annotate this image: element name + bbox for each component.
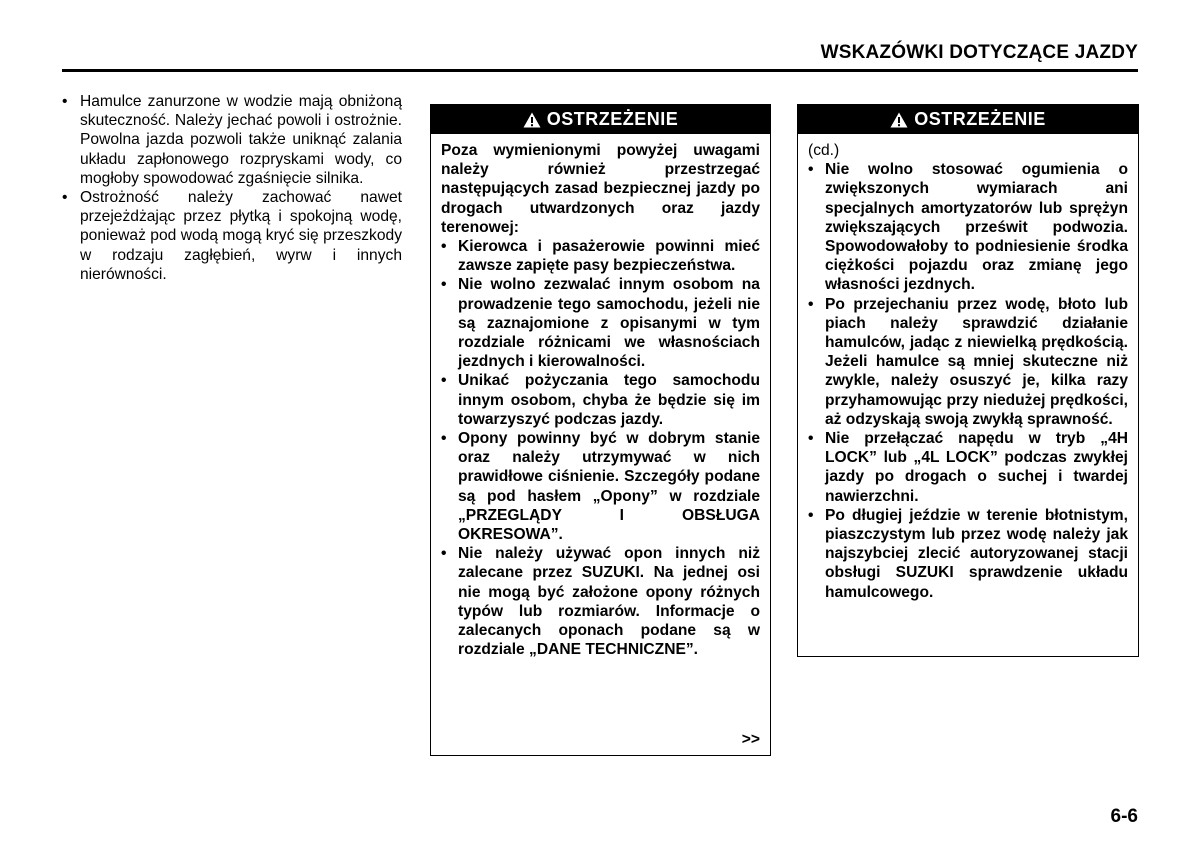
warning-body xyxy=(808,141,1128,602)
list-item: • Nie należy używać opon innych niż zalecane przez SUZUKI. Na jednej osi nie mogą być założone opony różnych typów lub rozmiarów. Informacje o zalecanych oponach podane są w rozdziale „DANE TECHNICZNE”. xyxy=(441,544,760,659)
warning-bullet-list xyxy=(441,237,760,659)
page-number: 6-6 xyxy=(1110,806,1138,827)
list-item: • Po długiej jeździe w terenie błotnistym, piaszczystym lub przez wodę należy jak najszybciej zlecić autoryzowanej stacji obsługi SUZUKI sprawdzenie układu hamulcowego. xyxy=(808,506,1128,602)
warning-header xyxy=(798,105,1138,134)
list-item: • Nie wolno zezwalać innym osobom na prowadzenie tego samochodu, jeżeli nie są zaznajomione z opisanymi w tym rozdziale różnicami we własnościach jezdnych i kierowalności. xyxy=(441,275,760,371)
warning-title: OSTRZEŻENIE xyxy=(546,109,679,129)
list-item: • Nie przełączać napędu w tryb „4H LOCK” lub „4L LOCK” podczas zwykłej jazdy po drogach o suchej i twardej nawierzchni. xyxy=(808,429,1128,506)
list-item: • Opony powinny być w dobrym stanie oraz należy utrzymywać w nich prawidłowe ciśnienie. Szczegóły podane są pod hasłem „Opony” w rozdziale „PRZEGLĄDY I OBSŁUGA OKRESOWA”. xyxy=(441,429,760,544)
continued-marker: >> xyxy=(741,731,760,748)
warning-header xyxy=(431,105,770,134)
list-item: • Hamulce zanurzone w wodzie mają obniżoną skuteczność. Należy jechać powoli i ostrożnie. Powolna jazda pozwoli także uniknąć zalania układu zapłonowego rozpryskami wody, co mogłoby spowodować zgaśnięcie silnika. xyxy=(62,92,402,188)
list-item: • Nie wolno stosować ogumienia o zwiększonych wymiarach ani specjalnych amortyzatorów lub sprężyn zwiększających prześwit podwozia. Spowodowałoby to podniesienie środka ciężkości pojazdu oraz zmianę jego własności jezdnych. xyxy=(808,160,1128,294)
page-header-title: WSKAZÓWKI DOTYCZĄCE JAZDY xyxy=(820,42,1138,63)
list-item: • Ostrożność należy zachować nawet przejeżdżając przez płytką i spokojną wodę, ponieważ pod wodą mogą kryć się przeszkody w rodzaju zagłębień, wyrw i innych nierówności. xyxy=(62,188,402,284)
left-column xyxy=(62,92,402,284)
list-item: • Po przejechaniu przez wodę, błoto lub piach należy sprawdzić działanie hamulców, jadąc z niewielką prędkością. Jeżeli hamulce są mniej skuteczne niż zwykle, należy osuszyć je, kilka razy przyhamowując przy niedużej prędkości, aż odzyskają swoją zwykłą sprawność. xyxy=(808,295,1128,429)
continued-label: (cd.) xyxy=(808,142,840,159)
warning-intro: Poza wymienionymi powyżej uwagami należy również przestrzegać następujących zasad bezpiecznej jazdy po drogach utwardzonych oraz jazdy terenowej: xyxy=(441,142,760,236)
warning-box-1 xyxy=(430,104,771,756)
header-rule xyxy=(62,69,1138,72)
warning-body xyxy=(441,141,760,659)
warning-triangle-icon xyxy=(523,112,541,128)
warning-title: OSTRZEŻENIE xyxy=(914,109,1046,129)
warning-box-2 xyxy=(797,104,1139,657)
list-item: • Unikać pożyczania tego samochodu innym osobom, chyba że będzie się im towarzyszyć podczas jazdy. xyxy=(441,371,760,429)
warning-triangle-icon xyxy=(890,112,908,128)
left-bullet-list xyxy=(62,92,402,284)
warning-bullet-list xyxy=(808,160,1128,602)
list-item: • Kierowca i pasażerowie powinni mieć zawsze zapięte pasy bezpieczeństwa. xyxy=(441,237,760,275)
